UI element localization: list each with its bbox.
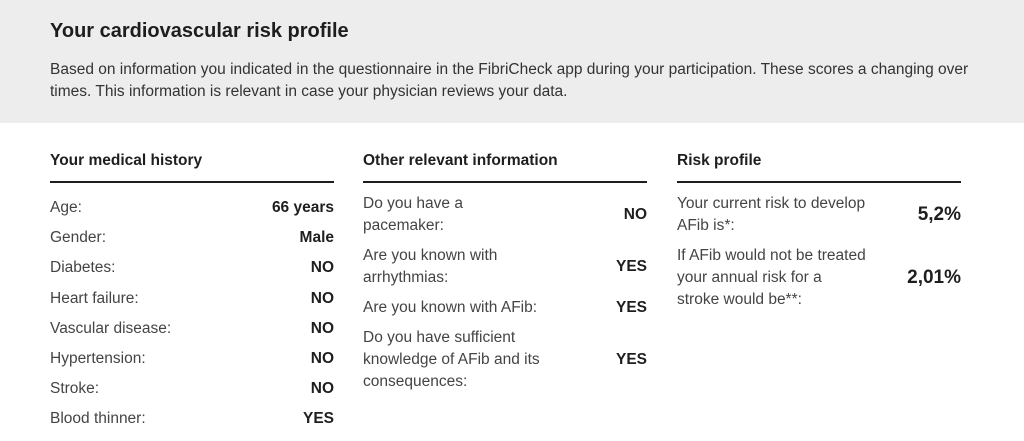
risk-value: 5,2% (917, 204, 961, 225)
info-row-arrhythmias (363, 245, 647, 289)
header-banner (0, 0, 1024, 123)
history-row-gender (50, 223, 334, 253)
history-row-stroke (50, 374, 334, 404)
info-row-pacemaker (363, 193, 647, 237)
other-info-title: Other relevant information (363, 150, 647, 183)
row-value: NO (310, 380, 334, 398)
risk-value: 2,01% (907, 267, 961, 288)
row-label: Are you known with arrhythmias: (363, 247, 498, 286)
risk-row-stroke (677, 245, 961, 311)
info-row-afib-knowledge (363, 327, 647, 393)
risk-row-afib (677, 193, 961, 237)
row-label: Vascular disease: (50, 319, 172, 337)
row-value: NO (623, 206, 647, 223)
row-value: 66 years (271, 199, 334, 217)
row-value: NO (310, 289, 334, 307)
row-label: Heart failure: (50, 289, 139, 307)
history-row-vascular-disease (50, 314, 334, 344)
risk-profile-title: Risk profile (677, 150, 961, 183)
row-label: Do you have a pacemaker: (363, 195, 463, 234)
row-value: YES (302, 410, 334, 428)
row-label: Gender: (50, 229, 107, 247)
row-label: Blood thinner: (50, 410, 146, 428)
row-label: Stroke: (50, 380, 100, 398)
info-row-afib (363, 297, 647, 319)
row-label: If AFib would not be treated your annual risk for a stroke would be**: (677, 247, 866, 308)
row-label: Are you known with AFib: (363, 299, 538, 316)
row-value: NO (310, 259, 334, 277)
history-row-diabetes (50, 253, 334, 283)
row-label: Do you have sufficient knowledge of AFib and its consequences: (363, 329, 540, 390)
row-label: Hypertension: (50, 350, 146, 368)
risk-profile-section (677, 150, 961, 319)
page-description: Based on information you indicated in the questionnaire in the FibriCheck app during your participation. These scores a changing over times. This information is relevant in case your physician reviews your data. (50, 61, 969, 100)
other-info-section (363, 150, 647, 401)
row-label: Age: (50, 199, 82, 217)
history-row-hypertension (50, 344, 334, 374)
medical-history-section (50, 150, 334, 435)
row-value: YES (615, 258, 647, 275)
row-value: Male (299, 229, 334, 247)
row-label: Your current risk to develop AFib is*: (677, 195, 866, 234)
row-value: YES (615, 351, 647, 368)
history-row-age (50, 193, 334, 223)
history-row-heart-failure (50, 284, 334, 314)
row-value: NO (310, 350, 334, 368)
row-value: NO (310, 319, 334, 337)
row-value: YES (615, 299, 647, 316)
row-label: Diabetes: (50, 259, 116, 277)
medical-history-title: Your medical history (50, 150, 334, 183)
history-row-blood-thinner (50, 404, 334, 434)
page-title: Your cardiovascular risk profile (50, 20, 349, 42)
